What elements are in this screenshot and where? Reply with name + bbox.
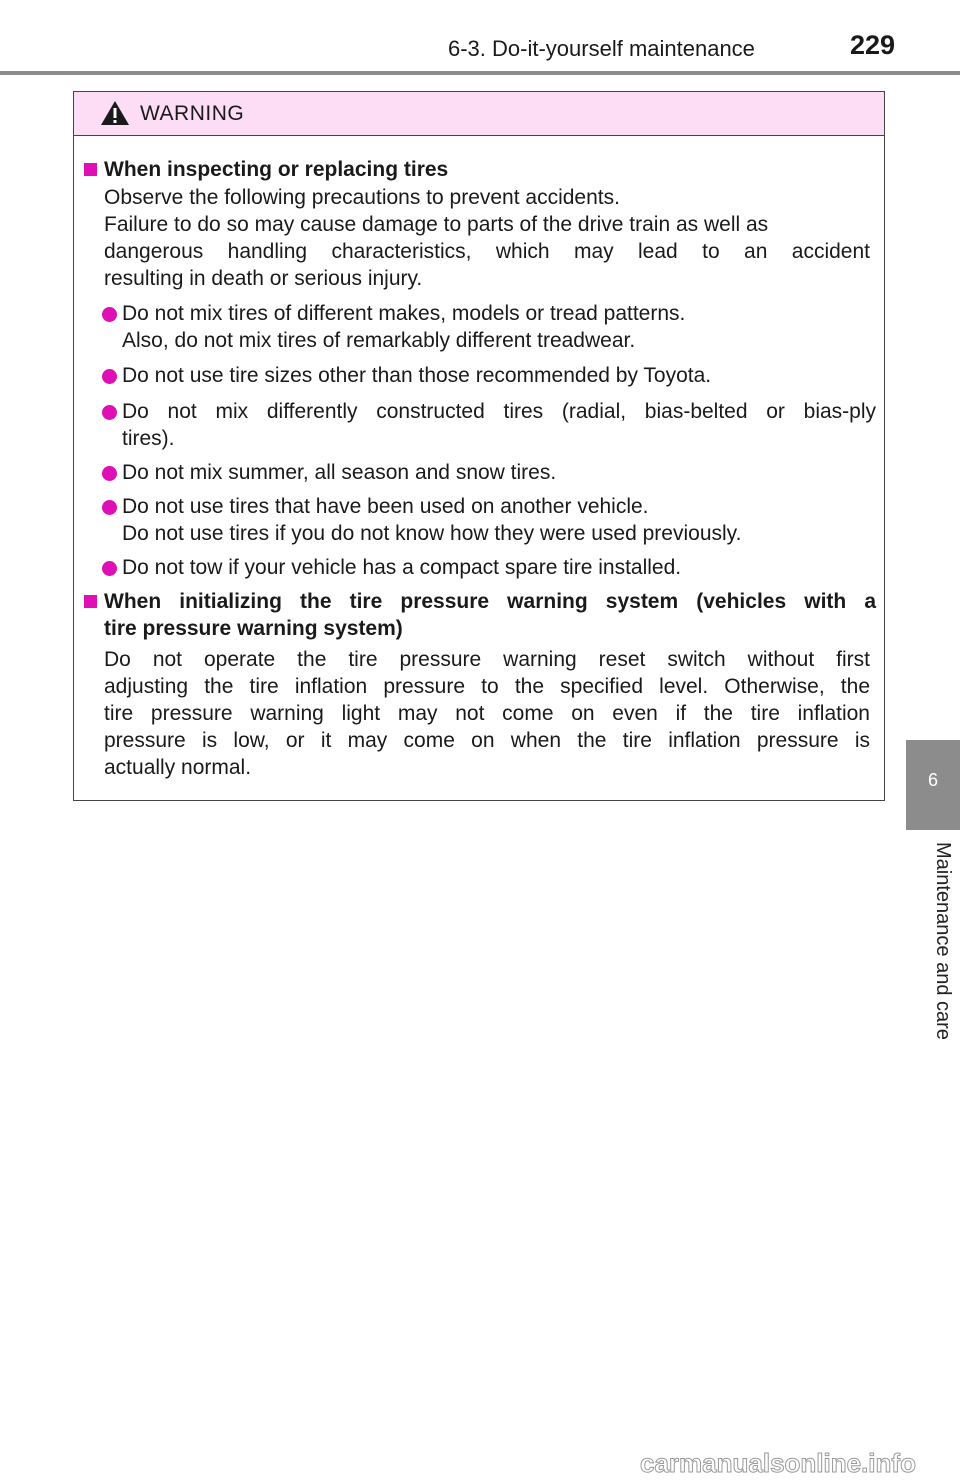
- bullet-line: Do not use tire sizes other than those recommended by Toyota.: [122, 364, 712, 387]
- section2-body-line: tire pressure warning light may not come on even if the tire inflation: [104, 702, 870, 725]
- header-section-title: 6-3. Do-it-yourself maintenance: [448, 36, 755, 61]
- bullet-dot: [102, 307, 117, 322]
- side-chapter-label: Maintenance and care: [932, 842, 954, 1040]
- section2-body-line: pressure is low, or it may come on when the tire inflation pressure is: [104, 729, 870, 752]
- section2-body-line: Do not operate the tire pressure warning reset switch without first: [104, 648, 870, 671]
- bullet-dot: [102, 369, 117, 384]
- section1-heading: When inspecting or replacing tires: [104, 158, 449, 181]
- warning-title: WARNING: [140, 102, 245, 125]
- bullet-dot: [102, 466, 117, 481]
- bullet-dot: [102, 561, 117, 576]
- bullet-dot: [102, 405, 117, 420]
- warning-box: [73, 91, 885, 801]
- intro-line: dangerous handling characteristics, which may lead to an accident: [104, 240, 870, 263]
- bullet-line: tires).: [122, 427, 175, 450]
- intro-line: Failure to do so may cause damage to parts of the drive train as well as: [104, 213, 769, 236]
- bullet-line: Also, do not mix tires of remarkably different treadwear.: [122, 329, 636, 352]
- section-square-marker: [84, 595, 97, 608]
- intro-line: Observe the following precautions to prevent accidents.: [104, 186, 620, 209]
- bullet-dot: [102, 500, 117, 515]
- section2-body-line: actually normal.: [104, 756, 252, 779]
- warning-content: [74, 92, 884, 800]
- bullet-line: Do not use tires that have been used on another vehicle.: [122, 495, 649, 518]
- intro-line: resulting in death or serious injury.: [104, 267, 423, 290]
- page-number: 229: [850, 30, 896, 60]
- section2-heading-line: tire pressure warning system): [104, 617, 403, 640]
- header-rule: [0, 71, 960, 75]
- bullet-line: Do not use tires if you do not know how they were used previously.: [122, 522, 742, 545]
- watermark: [640, 1442, 956, 1480]
- section2-body-line: adjusting the tire inflation pressure to the specified level. Otherwise, the: [104, 675, 870, 698]
- section2-heading-line: When initializing the tire pressure warning system (vehicles with a: [104, 590, 876, 613]
- bullet-line: Do not mix summer, all season and snow tires.: [122, 461, 557, 484]
- bullet-line: Do not tow if your vehicle has a compact spare tire installed.: [122, 556, 682, 579]
- section-square-marker: [84, 163, 97, 176]
- side-chapter-tab: [906, 740, 960, 830]
- side-chapter-number: 6: [927, 770, 938, 790]
- bullet-line: Do not mix tires of different makes, models or tread patterns.: [122, 302, 686, 325]
- watermark-text: carmanualsonline.info: [640, 1448, 916, 1478]
- bullet-line: Do not mix differently constructed tires (radial, bias-belted or bias-ply: [122, 400, 876, 423]
